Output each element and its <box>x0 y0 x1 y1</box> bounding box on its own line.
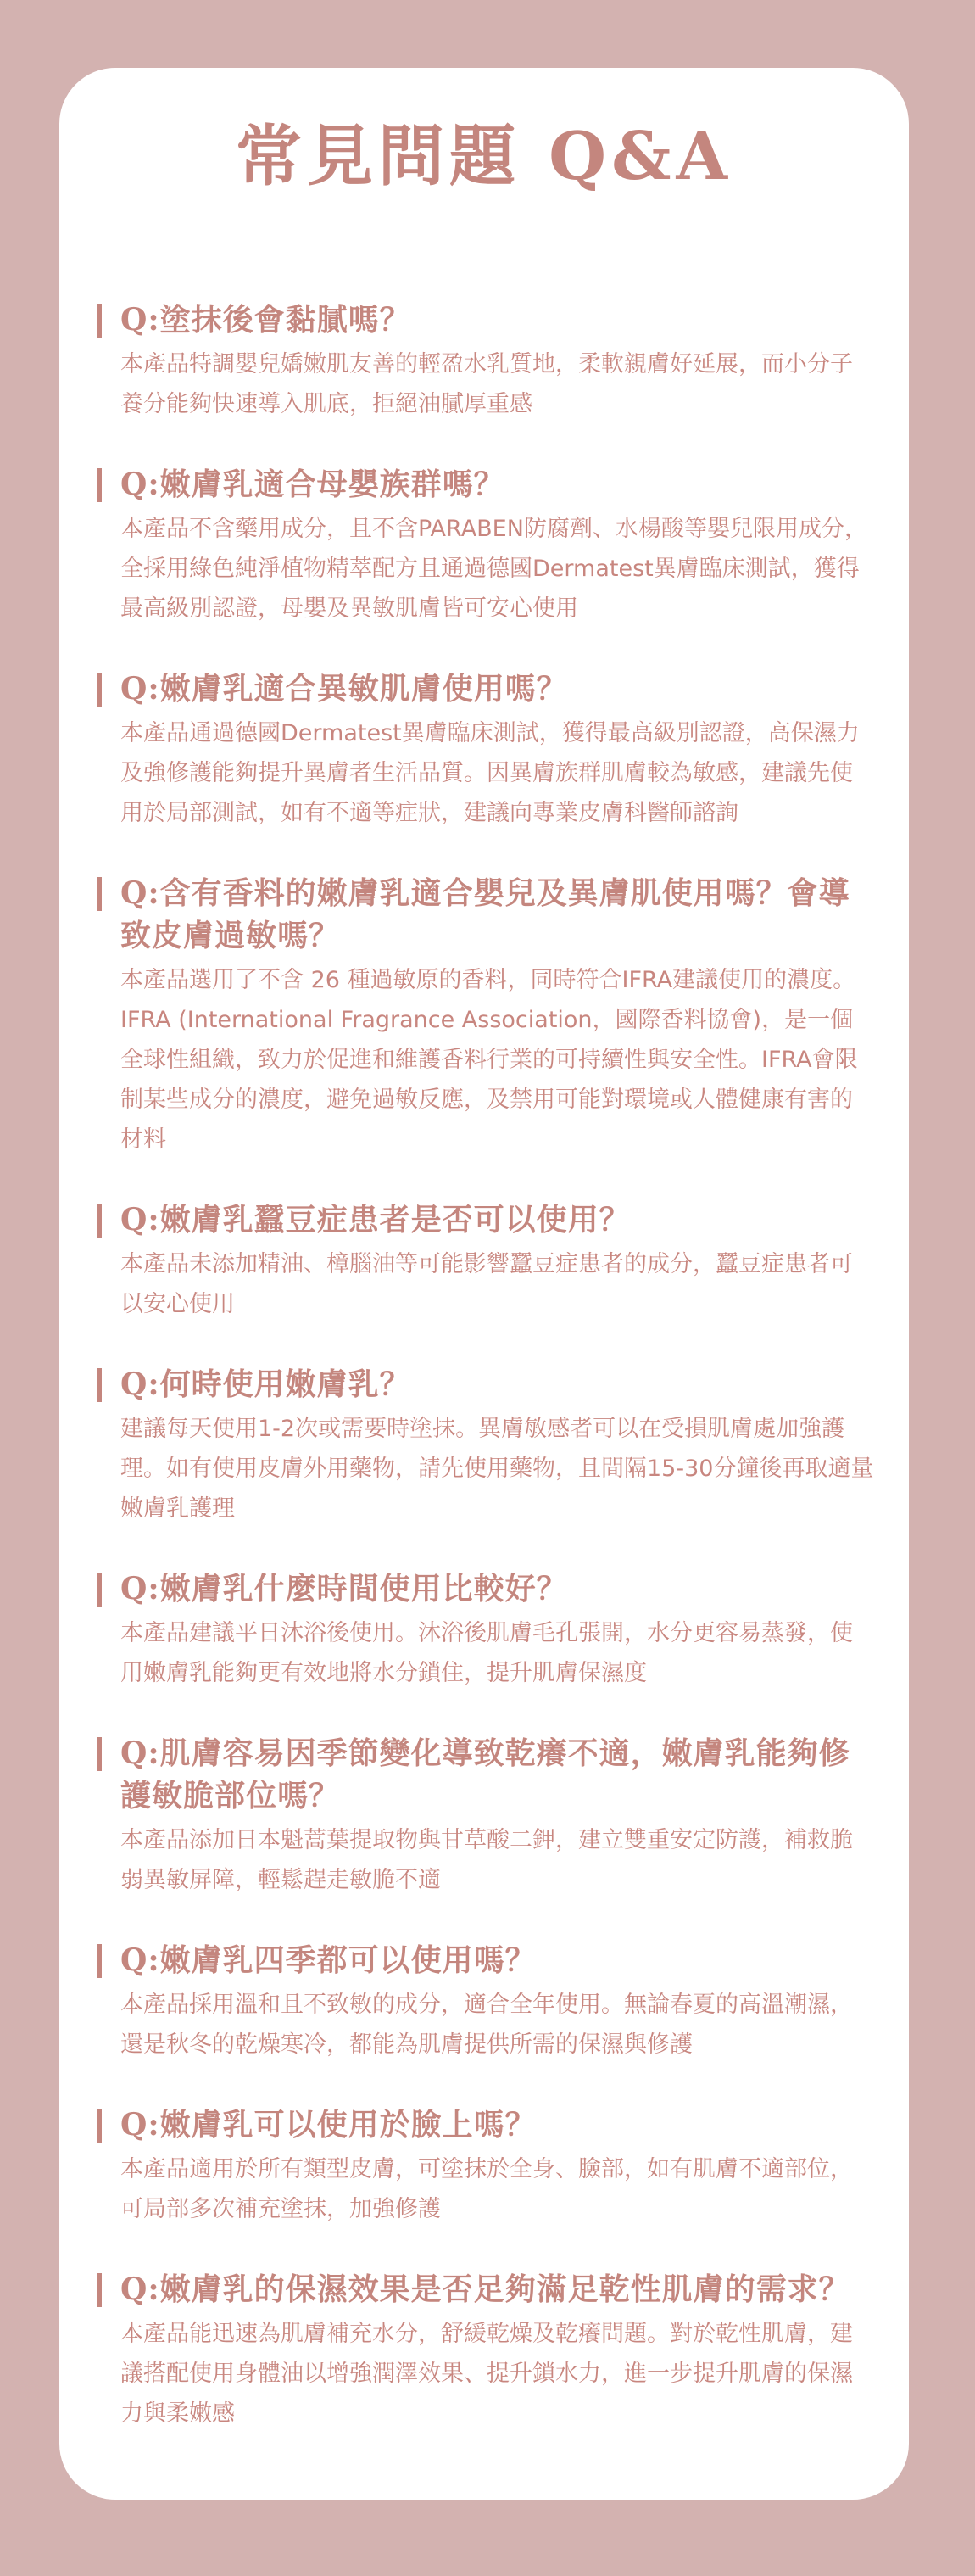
faq-question: Q:何時使用嫩膚乳？ <box>97 1363 875 1405</box>
faq-item <box>97 668 875 833</box>
faq-question: Q:嫩膚乳的保濕效果是否足夠滿足乾性肌膚的需求？ <box>97 2268 875 2311</box>
faq-answer: 本產品能迅速為肌膚補充水分，舒緩乾燥及乾癢問題。對於乾性肌膚，建議搭配使用身體油以增強潤澤效果、提升鎖水力，進一步提升肌膚的保濕力與柔嫩感 <box>120 2321 853 2427</box>
faq-answer: 本產品通過德國Dermatest異膚臨床測試，獲得最高級別認證，高保濕力及強修護能夠提升異膚者生活品質。因異膚族群肌膚較為敏感，建議先使用於局部測試，如有不適等症狀，建議向專業皮膚科醫師諮詢 <box>120 720 860 826</box>
faq-question: Q:嫩膚乳適合母嬰族群嗎？ <box>97 463 875 506</box>
faq-question: Q:嫩膚乳適合異敏肌膚使用嗎？ <box>97 668 875 710</box>
faq-item <box>97 1939 875 2065</box>
faq-question: Q:嫩膚乳蠶豆症患者是否可以使用？ <box>97 1199 875 1241</box>
faq-item <box>97 1199 875 1324</box>
faq-answer: 本產品採用溫和且不致敏的成分，適合全年使用。無論春夏的高溫潮濕，還是秋冬的乾燥寒冷，都能為肌膚提供所需的保濕與修護 <box>120 1992 853 2058</box>
faq-item <box>97 2268 875 2434</box>
faq-answer: 本產品添加日本魁蒿葉提取物與甘草酸二鉀，建立雙重安定防護，補救脆弱異敏屏障，輕鬆趕走敏脆不適 <box>120 1827 853 1893</box>
faq-answer: 本產品選用了不含 26 種過敏原的香料，同時符合IFRA建議使用的濃度。IFRA (International Fragrance Association，國際香料協會)，是一個全球性組織，致力於促進和維護香料行業的可持續性與安全性。IFRA會限制某些成分的濃度，避免過敏反應，及禁用可能對環境或人體健康有害的材料 <box>120 967 858 1153</box>
faq-question: Q:含有香料的嫩膚乳適合嬰兒及異膚肌使用嗎？會導致皮膚過敏嗎？ <box>97 872 875 957</box>
faq-answer: 建議每天使用1-2次或需要時塗抹。異膚敏感者可以在受損肌膚處加強護理。如有使用皮膚外用藥物，請先使用藥物，且間隔15-30分鐘後再取適量嫩膚乳護理 <box>120 1416 874 1522</box>
faq-question: Q:肌膚容易因季節變化導致乾癢不適，嫩膚乳能夠修護敏脆部位嗎？ <box>97 1732 875 1817</box>
faq-answer: 本產品特調嬰兒嬌嫩肌友善的輕盈水乳質地，柔軟親膚好延展，而小分子養分能夠快速導入肌底，拒絕油膩厚重感 <box>120 351 853 417</box>
faq-item <box>97 299 875 424</box>
faq-list <box>97 229 875 2434</box>
faq-item <box>97 2104 875 2229</box>
faq-card <box>59 68 909 2500</box>
faq-question: Q:塗抹後會黏膩嗎？ <box>97 299 875 341</box>
page-title: 常見問題 Q&A <box>235 118 733 195</box>
faq-answer: 本產品適用於所有類型皮膚，可塗抹於全身、臉部，如有肌膚不適部位，可局部多次補充塗抹，加強修護 <box>120 2156 853 2222</box>
faq-question: Q:嫩膚乳四季都可以使用嗎？ <box>97 1939 875 1981</box>
faq-item <box>97 1567 875 1693</box>
faq-question: Q:嫩膚乳可以使用於臉上嗎？ <box>97 2104 875 2146</box>
faq-item <box>97 1732 875 1900</box>
faq-question: Q:嫩膚乳什麼時間使用比較好？ <box>97 1567 875 1610</box>
faq-item <box>97 1363 875 1528</box>
faq-item <box>97 463 875 629</box>
faq-answer: 本產品不含藥用成分，且不含PARABEN防腐劑、水楊酸等嬰兒限用成分，全採用綠色純淨植物精萃配方且通過德國Dermatest異膚臨床測試，獲得最高級別認證，母嬰及異敏肌膚皆可安心使用 <box>120 516 867 622</box>
faq-answer: 本產品建議平日沐浴後使用。沐浴後肌膚毛孔張開，水分更容易蒸發，使用嫩膚乳能夠更有效地將水分鎖住，提升肌膚保濕度 <box>120 1620 853 1686</box>
faq-answer: 本產品未添加精油、樟腦油等可能影響蠶豆症患者的成分，蠶豆症患者可以安心使用 <box>120 1251 853 1317</box>
faq-item <box>97 872 875 1159</box>
